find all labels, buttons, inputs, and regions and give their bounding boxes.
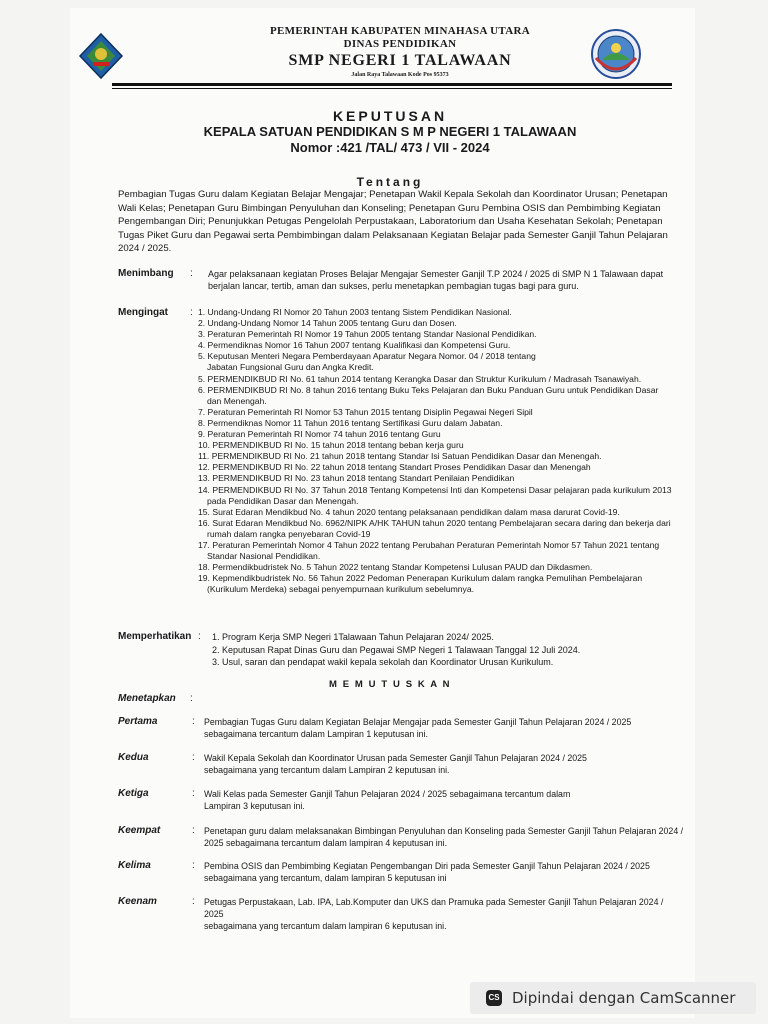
colon: : bbox=[192, 752, 195, 763]
memperhatikan-list bbox=[212, 631, 672, 669]
menetapkan-item-line: sebagaimana tercantum dalam Lampiran 1 keputusan ini. bbox=[204, 729, 428, 739]
list-item: 6. PERMENDIKBUD RI No. 8 tahun 2016 tentang Buku Teks Pelajaran dan Buku Panduan Guru untuk Pendidikan Dasar bbox=[198, 384, 659, 395]
colon: : bbox=[192, 860, 195, 871]
letterhead-department: DINAS PENDIDIKAN bbox=[343, 38, 457, 50]
regency-emblem-icon bbox=[78, 32, 124, 80]
list-item: 16. Surat Edaran Mendikbud No. 6962/NIPK A/HK TAHUN tahun 2020 tentang Pembelajaran secara daring dan bekerja dari bbox=[198, 517, 671, 528]
colon: : bbox=[190, 268, 193, 279]
colon: : bbox=[192, 825, 195, 836]
list-item: 8. Permendiknas Nomor 11 Tahun 2016 tentang Sertifikasi Guru dalam Jabatan. bbox=[198, 417, 503, 428]
document-number: Nomor :421 /TAL/ 473 / VII - 2024 bbox=[290, 140, 490, 155]
menetapkan-item-text bbox=[204, 860, 684, 884]
letterhead bbox=[200, 24, 600, 80]
menetapkan-item-label: Keenam bbox=[118, 896, 157, 907]
list-item: 2. Undang-Undang Nomor 14 Tahun 2005 tentang Guru dan Dosen. bbox=[198, 318, 457, 329]
document-subtitle: KEPALA SATUAN PENDIDIKAN S M P NEGERI 1 TALAWAAN bbox=[203, 124, 577, 139]
list-item: 3. Usul, saran dan pendapat wakil kepala sekolah dan Koordinator Urusan Kurikulum. bbox=[212, 657, 554, 667]
list-item: pada Pendidikan Dasar dan Menengah. bbox=[207, 495, 359, 506]
letterhead-school: SMP NEGERI 1 TALAWAAN bbox=[288, 52, 512, 69]
list-item: 17. Peraturan Pemerintah Nomor 4 Tahun 2022 tentang Perubahan Peraturan Pemerintah Nomor 57 Tahun 2021 tentang bbox=[198, 539, 660, 550]
menetapkan-item-line: sebagaimana yang tercantum dalam Lampiran 2 keputusan ini. bbox=[204, 765, 450, 775]
menetapkan-item-line: 2025 sebagaimana tercantum dalam lampiran 4 keputusan ini. bbox=[204, 838, 448, 848]
menimbang-label: Menimbang bbox=[118, 268, 174, 279]
menetapkan-item-label: Kedua bbox=[118, 752, 149, 763]
letterhead-rule-thin bbox=[112, 88, 672, 89]
list-item: 1. Undang-Undang RI Nomor 20 Tahun 2003 tentang Sistem Pendidikan Nasional. bbox=[198, 307, 512, 317]
camscanner-logo-icon: CS bbox=[486, 990, 502, 1006]
list-item: dan Menengah. bbox=[207, 395, 267, 406]
colon: : bbox=[192, 788, 195, 799]
menetapkan-item-line: sebagaimana yang tercantum, dalam lampiran 5 keputusan ini bbox=[204, 873, 447, 883]
menetapkan-item-text bbox=[204, 716, 684, 740]
menetapkan-item-line: Lampiran 3 keputusan ini. bbox=[204, 801, 305, 811]
list-item: 11. PERMENDIKBUD RI No. 21 tahun 2018 tentang Standar Isi Satuan Pendidikan Dasar dan Menengah. bbox=[198, 451, 602, 462]
letterhead-rule-thick bbox=[112, 83, 672, 86]
list-item: Standar Nasional Pendidikan. bbox=[207, 551, 321, 562]
colon: : bbox=[190, 307, 193, 318]
list-item: 4. Permendiknas Nomor 16 Tahun 2007 tentang Kualifikasi dan Kompetensi Guru. bbox=[198, 340, 511, 351]
menetapkan-item-line: Wakil Kepala Sekolah dan Koordinator Urusan pada Semester Ganjil Tahun Pelajaran 2024 / 2025 bbox=[204, 753, 587, 763]
list-item: 3. Peraturan Pemerintah RI Nomor 19 Tahun 2005 tentang Standar Nasional Pendidikan. bbox=[198, 329, 537, 340]
colon: : bbox=[198, 631, 201, 642]
menetapkan-item-line: sebagaimana yang tercantum dalam lampiran 6 keputusan ini. bbox=[204, 921, 447, 931]
menetapkan-label: Menetapkan bbox=[118, 693, 176, 704]
menetapkan-item-label: Pertama bbox=[118, 716, 158, 727]
list-item: 5. PERMENDIKBUD RI No. 61 tahun 2014 tentang Kerangka Dasar dan Struktur Kurikulum / Madrasah Tsanawiyah. bbox=[198, 373, 642, 384]
tentang-heading: Tentang bbox=[356, 175, 424, 189]
list-item: 15. Surat Edaran Mendikbud No. 4 tahun 2020 tentang pelaksanaan pendidikan dalam masa darurat Covid-19. bbox=[198, 506, 620, 517]
camscanner-text: Dipindai dengan CamScanner bbox=[512, 989, 736, 1007]
list-item: 18. Permendikbudristek No. 5 Tahun 2022 tentang Standar Kompetensi Lulusan PAUD dan Dikdasmen. bbox=[198, 562, 593, 573]
camscanner-watermark bbox=[470, 982, 756, 1014]
colon: : bbox=[192, 896, 195, 907]
menetapkan-item-line: Pembagian Tugas Guru dalam Kegiatan Belajar Mengajar pada Semester Ganjil Tahun Pelajaran 2024 / 2025 bbox=[204, 717, 632, 727]
colon: : bbox=[190, 693, 193, 704]
list-item: 1. Program Kerja SMP Negeri 1Talawaan Tahun Pelajaran 2024/ 2025. bbox=[212, 632, 494, 642]
menetapkan-item-line: Wali Kelas pada Semester Ganjil Tahun Pelajaran 2024 / 2025 sebagaimana tercantum dalam bbox=[204, 789, 571, 799]
memperhatikan-label: Memperhatikan bbox=[118, 631, 192, 642]
list-item: Jabatan Fungsional Guru dan Angka Kredit. bbox=[207, 362, 374, 373]
list-item: rumah dalam rangka penyebaran Covid-19 bbox=[207, 528, 371, 539]
mengingat-label: Mengingat bbox=[118, 307, 168, 318]
list-item: 13. PERMENDIKBUD RI No. 23 tahun 2018 tentang Standart Penilaian Pendidikan bbox=[198, 473, 515, 484]
colon: : bbox=[192, 716, 195, 727]
document-title: KEPUTUSAN bbox=[332, 108, 448, 124]
menetapkan-item-text bbox=[204, 788, 684, 812]
list-item: 19. Kepmendikbudristek No. 56 Tahun 2022 Pedoman Penerapan Kurikulum dalam rangka Pemulihan Pembelajaran bbox=[198, 573, 643, 584]
tentang-text: Pembagian Tugas Guru dalam Kegiatan Belajar Mengajar; Penetapan Wakil Kepala Sekolah dan Koordinator Urusan; Penetapan Wali Kelas; Penetapan Guru Bimbingan Penyuluhan dan Konseling; Penetapan Guru Pembina OSIS dan Pembimbing Kegiatan Pengembangan Diri; Penunjukkan Petugas Pengelolah Perpustakaan, Laboratorium dan Usaha Kesehatan Sekolah; Penetapan Tugas Piket Guru dan Pegawai serta Pembimbingan dalam Pelaksanaan Kegiatan Belajar pada Semester Ganjil Tahun Pelajaran 2024 / 2025. bbox=[118, 189, 668, 254]
list-item: 7. Peraturan Pemerintah RI Nomor 53 Tahun 2015 tentang Disiplin Pegawai Negeri Sipil bbox=[198, 406, 533, 417]
letterhead-address: Jalan Raya Talawaan Kode Pos 95373 bbox=[351, 72, 449, 78]
menetapkan-item-text bbox=[204, 752, 684, 776]
menetapkan-item-label: Kelima bbox=[118, 860, 151, 871]
list-item: 2. Keputusan Rapat Dinas Guru dan Pegawai SMP Negeri 1 Talawaan Tanggal 12 Juli 2024. bbox=[212, 644, 581, 655]
menetapkan-item-text bbox=[204, 896, 684, 932]
mengingat-list bbox=[198, 307, 678, 595]
list-item: 14. PERMENDIKBUD RI No. 37 Tahun 2018 Tentang Kompetensi Inti dan Kompetensi Dasar pelajaran pada kurikulum 2013 bbox=[198, 484, 672, 495]
menetapkan-item-line: Penetapan guru dalam melaksanakan Bimbingan Penyuluhan dan Konseling pada Semester Ganjil Tahun Pelajaran 2024 / bbox=[204, 826, 684, 836]
menimbang-text: Agar pelaksanaan kegiatan Proses Belajar Mengajar Semester Ganjil T.P 2024 / 2025 di SMP N 1 Talawaan dapat berjalan lancar, tertib, aman dan sukses, perlu menetapkan pembagian tugas bagi para guru. bbox=[208, 269, 664, 291]
list-item: 9. Peraturan Pemerintah RI Nomor 74 tahun 2016 tentang Guru bbox=[198, 429, 441, 440]
list-item: (Kurikulum Merdeka) sebagai penyempurnaan kurikulum sebelumnya. bbox=[207, 584, 475, 595]
menetapkan-item-line: Pembina OSIS dan Pembimbing Kegiatan Pengembangan Diri pada Semester Ganjil Tahun Pelajaran 2024 / 2025 bbox=[204, 861, 650, 871]
list-item: 5. Keputusan Menteri Negara Pemberdayaan Aparatur Negara Nomor. 04 / 2018 tentang bbox=[198, 351, 536, 362]
menetapkan-item-label: Ketiga bbox=[118, 788, 149, 799]
list-item: 12. PERMENDIKBUD RI No. 22 tahun 2018 tentang Standart Proses Pendidikan Dasar dan Menengah bbox=[198, 462, 591, 473]
menetapkan-item-label: Keempat bbox=[118, 825, 161, 836]
memutuskan-heading: M E M U T U S K A N bbox=[328, 679, 452, 690]
letterhead-government: PEMERINTAH KABUPATEN MINAHASA UTARA bbox=[270, 25, 530, 37]
list-item: 10. PERMENDIKBUD RI No. 15 tahun 2018 tentang beban kerja guru bbox=[198, 440, 464, 451]
menetapkan-item-line: Petugas Perpustakaan, Lab. IPA, Lab.Komputer dan UKS dan Pramuka pada Semester Ganjil Tahun Pelajaran 2024 / 2025 bbox=[204, 897, 664, 919]
menetapkan-item-text bbox=[204, 825, 684, 849]
